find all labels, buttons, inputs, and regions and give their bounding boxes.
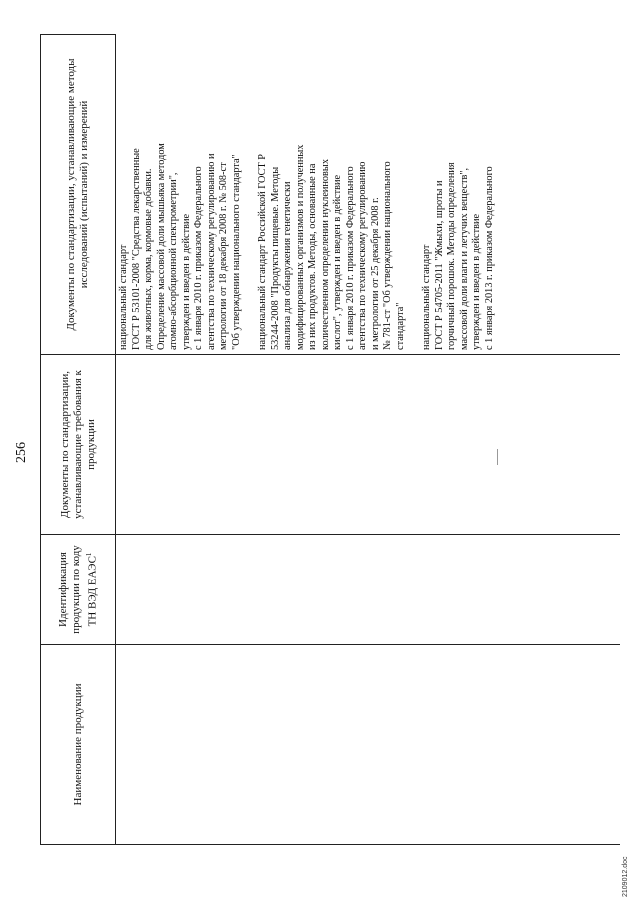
standards-table bbox=[40, 34, 620, 845]
column-header-tn-ved-code: Идентификация продукции по коду ТН ВЭД ЕАЭС$^1$ bbox=[41, 535, 116, 645]
page-number: 256 bbox=[14, 442, 29, 463]
scan-mark bbox=[497, 449, 498, 465]
standard-entry-gost-54705: национальный стандарт ГОСТ Р 54705-2011 "Жмыхи, шроты и горчичный порошок. Методы определения массовой доли влаги и летучих веществ", утвержден и введен в действие с 1 января 2013 г. приказом Федерального bbox=[421, 162, 495, 350]
column-header-product-name: Наименование продукции bbox=[41, 645, 116, 845]
footer-filename: 2109012.doc bbox=[622, 856, 629, 897]
table-header-row bbox=[41, 35, 116, 845]
footnote-marker: 1 bbox=[84, 552, 93, 557]
cell-product-name bbox=[116, 645, 621, 845]
cell-requirement-standards bbox=[116, 355, 621, 535]
standard-entry-gost-53244: национальный стандарт Российской ГОСТ Р 53244-2008 "Продукты пищевые. Методы анализа для обнаружения генетически модифицированных организмов и полученных из них продуктов. Методы, основанные на количественном определении нуклеиновых кислот", утвержден и введен в действие с 1 января 2010 г. приказом Федерального агентства по техническому регулированию и метрологии от 25 декабря 2008 г. № 781-ст "Об утверждении национального стандарта" bbox=[257, 144, 406, 350]
column-header-requirement-standards: Документы по стандартизации, устанавливающие требования к продукции bbox=[41, 355, 116, 535]
cell-method-standards bbox=[116, 35, 621, 355]
table-body-row bbox=[116, 35, 621, 845]
column-header-method-standards: Документы по стандартизации, устанавливающие методы исследований (испытаний) и измерений bbox=[41, 35, 116, 355]
standard-entry-gost-53101: национальный стандарт ГОСТ Р 53101-2008 "Средства лекарственные для животных, корма, кормовые добавки. Определение массовой доли мышьяка методом атомно-абсорбционной спектрометрии", утвержден и введен в действие с 1 января 2010 г. приказом Федерального агентства по техническому регулированию и метрологии от 18 декабря 2008 г. № 508-ст "Об утверждении национального стандарта" bbox=[118, 143, 242, 350]
cell-tn-ved-code bbox=[116, 535, 621, 645]
